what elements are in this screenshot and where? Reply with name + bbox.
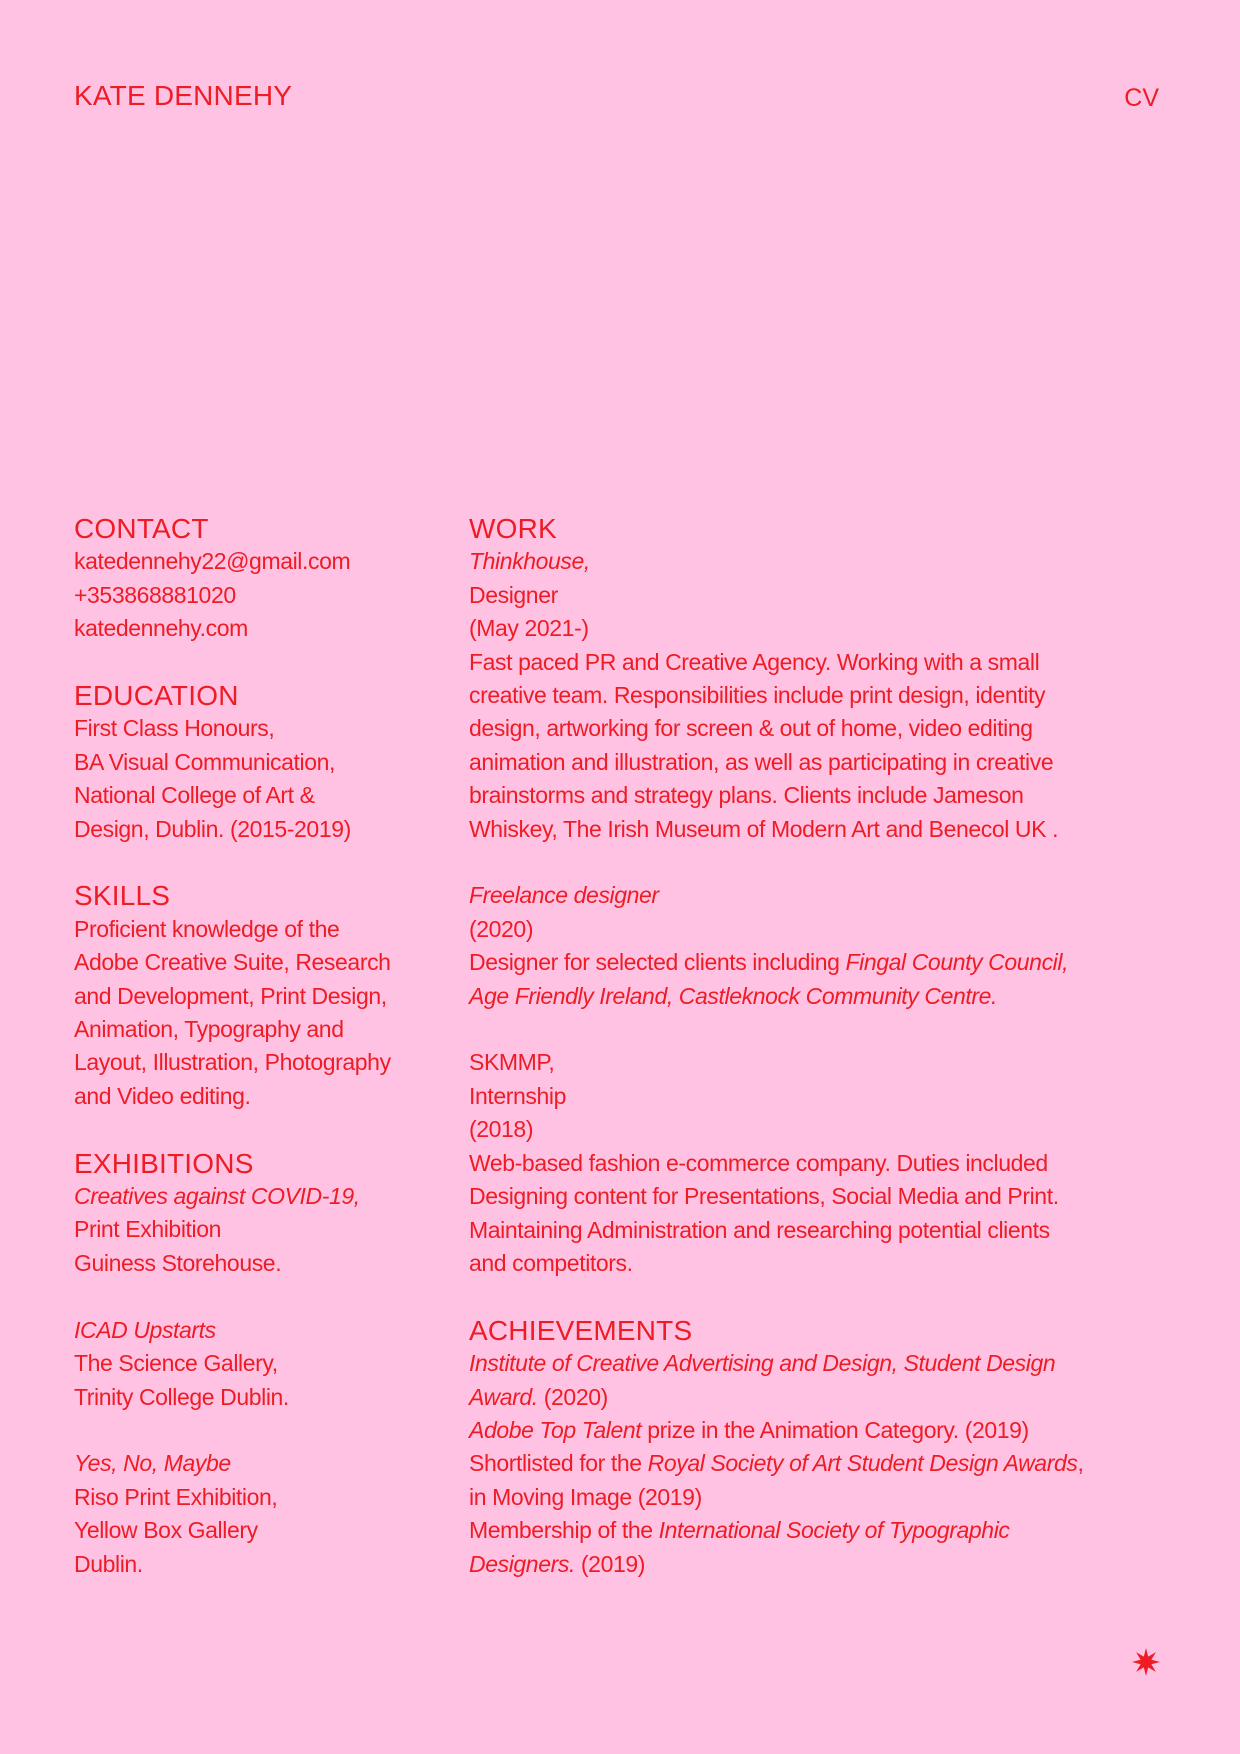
achievement-line: Adobe Top Talent prize in the Animation Category. (2019) xyxy=(469,1416,1029,1443)
achievement-line: in Moving Image (2019) xyxy=(469,1483,702,1510)
job-description-line: brainstorms and strategy plans. Clients include Jameson xyxy=(469,782,1024,809)
exhibition-line: Trinity College Dublin. xyxy=(74,1383,289,1410)
contact-phone[interactable]: +353868881020 xyxy=(74,581,236,608)
job-description-line: Designing content for Presentations, Social Media and Print. xyxy=(469,1183,1059,1210)
job-dates: (May 2021-) xyxy=(469,615,589,642)
skills-line: and Development, Print Design, xyxy=(74,982,387,1009)
job-description-line: Maintaining Administration and researching potential clients xyxy=(469,1216,1050,1243)
job-description-line: Whiskey, The Irish Museum of Modern Art and Benecol UK . xyxy=(469,815,1059,842)
job-company: SKMMP, xyxy=(469,1049,555,1076)
job-role: Freelance designer xyxy=(469,882,659,909)
education-heading: EDUCATION xyxy=(74,680,239,712)
job-description-line: Web-based fashion e-commerce company. Duties included xyxy=(469,1149,1048,1176)
contact-email[interactable]: katedennehy22@gmail.com xyxy=(74,548,351,575)
education-line: National College of Art & xyxy=(74,782,315,809)
education-line: First Class Honours, xyxy=(74,715,275,742)
skills-line: Animation, Typography and xyxy=(74,1016,344,1043)
exhibition-line: Dublin. xyxy=(74,1550,143,1577)
job-description-line: Age Friendly Ireland, Castleknock Community Centre. xyxy=(469,982,997,1009)
contact-website[interactable]: katedennehy.com xyxy=(74,615,248,642)
exhibition-line: The Science Gallery, xyxy=(74,1350,278,1377)
red-asterisk-star-icon xyxy=(1131,1647,1161,1677)
header-name: KATE DENNEHY xyxy=(74,80,293,111)
header-cv-label: CV xyxy=(1124,84,1159,112)
achievement-line: Award. (2020) xyxy=(469,1383,608,1410)
education-line: Design, Dublin. (2015-2019) xyxy=(74,815,351,842)
job-company: Thinkhouse, xyxy=(469,548,590,575)
achievements-heading: ACHIEVEMENTS xyxy=(469,1314,693,1346)
job-role: Internship xyxy=(469,1082,567,1109)
right-column xyxy=(469,512,1129,1581)
exhibitions-heading: EXHIBITIONS xyxy=(74,1147,254,1179)
achievement-line: Membership of the International Society of Typographic xyxy=(469,1517,1010,1544)
exhibition-line: Guiness Storehouse. xyxy=(74,1249,282,1276)
left-column xyxy=(74,512,434,1581)
skills-heading: SKILLS xyxy=(74,880,171,912)
achievement-line: Designers. (2019) xyxy=(469,1550,646,1577)
skills-line: Adobe Creative Suite, Research xyxy=(74,949,391,976)
exhibition-line: Print Exhibition xyxy=(74,1216,222,1243)
exhibition-title: Yes, No, Maybe xyxy=(74,1450,231,1477)
achievement-line: Shortlisted for the Royal Society of Art Student Design Awards, xyxy=(469,1450,1084,1477)
education-line: BA Visual Communication, xyxy=(74,748,335,775)
job-description-line: Designer for selected clients including Fingal County Council, xyxy=(469,949,1069,976)
exhibition-line: Riso Print Exhibition, xyxy=(74,1483,278,1510)
work-heading: WORK xyxy=(469,513,557,544)
job-dates: (2020) xyxy=(469,915,534,942)
contact-heading: CONTACT xyxy=(74,513,209,544)
job-description-line: animation and illustration, as well as participating in creative xyxy=(469,748,1054,775)
exhibition-line: Yellow Box Gallery xyxy=(74,1517,258,1544)
job-description-line: design, artworking for screen & out of home, video editing xyxy=(469,715,1033,742)
achievement-line: Institute of Creative Advertising and Design, Student Design xyxy=(469,1350,1056,1377)
exhibition-title: ICAD Upstarts xyxy=(74,1316,216,1343)
job-description-line: creative team. Responsibilities include print design, identity xyxy=(469,682,1046,709)
job-dates: (2018) xyxy=(469,1116,534,1143)
skills-line: Proficient knowledge of the xyxy=(74,915,340,942)
skills-line: Layout, Illustration, Photography xyxy=(74,1049,391,1076)
job-role: Designer xyxy=(469,581,558,608)
skills-line: and Video editing. xyxy=(74,1082,251,1109)
job-description-line: Fast paced PR and Creative Agency. Working with a small xyxy=(469,648,1040,675)
exhibition-title: Creatives against COVID-19, xyxy=(74,1183,360,1210)
job-description-line: and competitors. xyxy=(469,1249,633,1276)
